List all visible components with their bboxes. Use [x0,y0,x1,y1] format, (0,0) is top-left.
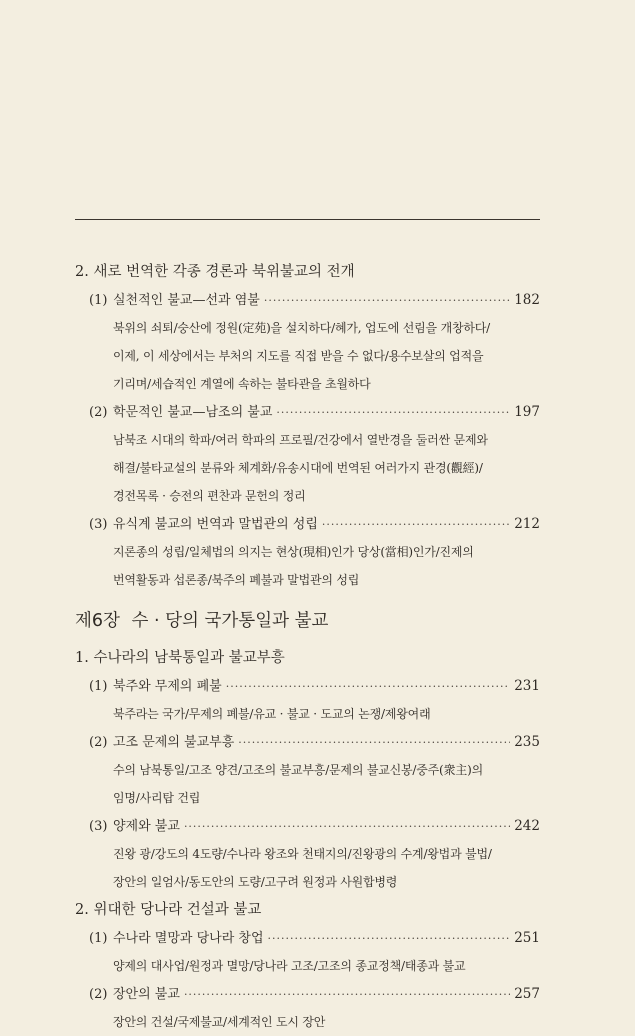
entry-title: 유식계 불교의 번역과 말법관의 성립 [113,517,318,532]
entry-title: 학문적인 불교—남조의 불교 [113,405,273,420]
entry-number: (1) [89,931,108,946]
entry-number: (1) [89,679,108,694]
toc-entry[interactable] [89,812,540,840]
chapter-heading [75,598,540,644]
description-line: 수의 남북통일/고조 양견/고조의 불교부흥/문제의 불교신봉/중주(衆主)의 [113,763,483,777]
entry-description [113,952,540,980]
table-of-contents [75,258,540,1036]
section-heading: 1. 수나라의 남북통일과 불교부흥 [75,650,285,666]
toc-entry[interactable] [89,728,540,756]
entry-number: (3) [89,819,108,834]
section-heading: 2. 위대한 당나라 건설과 불교 [75,902,262,918]
entry-description [113,840,540,896]
description-line: 북위의 쇠퇴/숭산에 정원(定苑)을 설치하다/혜가, 업도에 선림을 개창하다/ [113,321,490,335]
description-line: 진왕 광/강도의 4도량/수나라 왕조와 천태지의/진왕광의 수계/왕법과 불법/ [113,847,492,861]
entry-description [113,314,540,398]
dot-leader [184,813,510,841]
chapter-number: 제6장 [75,611,120,631]
page-number: 257 [514,986,540,1002]
toc-entry[interactable] [89,398,540,426]
entry-number: (3) [89,517,108,532]
description-line: 해결/불타교설의 분류와 체계화/유송시대에 번역된 여러가지 관경(觀經)/ [113,461,483,475]
description-line: 북주라는 국가/무제의 폐불/유교 · 불교 · 도교의 논쟁/제왕여래 [113,707,431,721]
entry-description [113,538,540,594]
entry-number: (2) [89,987,108,1002]
top-rule [75,219,540,220]
toc-entry[interactable] [89,672,540,700]
description-line: 지론종의 성립/일체법의 의지는 현상(現相)인가 당상(當相)인가/진제의 [113,545,474,559]
chapter-title: 수 · 당의 국가통일과 불교 [131,611,329,631]
description-line: 이제, 이 세상에서는 부처의 지도를 직접 받을 수 없다/용수보살의 업적을 [113,349,484,363]
dot-leader [238,729,510,757]
entry-title: 양제와 불교 [113,819,180,834]
dot-leader [322,511,510,539]
entry-number: (1) [89,293,108,308]
page-number: 251 [514,930,540,946]
toc-entry[interactable] [89,980,540,1008]
description-line: 기리며/세습적인 계열에 속하는 불타관을 초월하다 [113,377,371,391]
toc-entry[interactable] [89,510,540,538]
entry-title: 고조 문제의 불교부흥 [113,735,235,750]
entry-title: 북주와 무제의 폐불 [113,679,222,694]
dot-leader [226,673,510,701]
page-number: 231 [514,678,540,694]
page-number: 235 [514,734,540,750]
dot-leader [264,287,510,315]
description-line: 남북조 시대의 학파/여러 학파의 프로필/건강에서 열반경을 둘러싼 문제와 [113,433,488,447]
description-line: 번역활동과 섭론종/북주의 폐불과 말법관의 성립 [113,573,360,587]
section-heading: 2. 새로 번역한 각종 경론과 북위불교의 전개 [75,264,355,280]
entry-description [113,700,540,728]
entry-description [113,756,540,812]
toc-entry[interactable] [89,924,540,952]
entry-title: 장안의 불교 [113,987,180,1002]
toc-entry[interactable] [89,286,540,314]
page-number: 242 [514,818,540,834]
description-line: 장안의 건설/국제불교/세계적인 도시 장안 [113,1015,326,1029]
description-line: 경전목록 · 승전의 편찬과 문헌의 정리 [113,489,306,503]
entry-title: 실천적인 불교—선과 염불 [113,293,260,308]
dot-leader [184,981,510,1009]
description-line: 양제의 대사업/원정과 멸망/당나라 고조/고조의 종교정책/태종과 불교 [113,959,466,973]
page-number: 197 [514,404,540,420]
dot-leader [276,399,510,427]
entry-title: 수나라 멸망과 당나라 창업 [113,931,264,946]
entry-number: (2) [89,405,108,420]
page-number: 212 [514,516,540,532]
entry-description [113,1008,540,1036]
description-line: 임명/사리탑 건립 [113,791,201,805]
description-line: 장안의 일엄사/동도안의 도량/고구려 원정과 사원합병령 [113,875,398,889]
entry-description [113,426,540,510]
page-number: 182 [514,292,540,308]
entry-number: (2) [89,735,108,750]
dot-leader [268,925,511,953]
